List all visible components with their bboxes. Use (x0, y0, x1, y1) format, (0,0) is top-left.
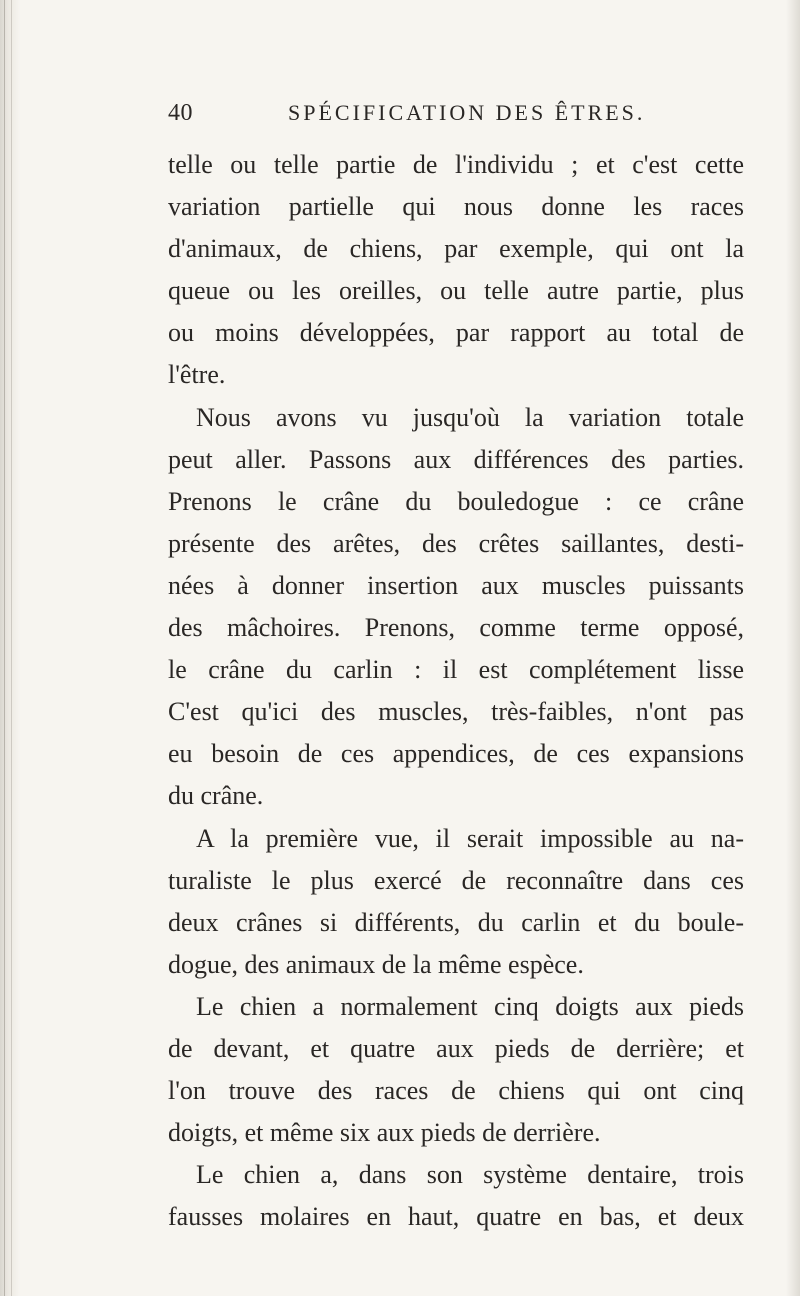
text-line: doigts, et même six aux pieds de derrière. (168, 1118, 601, 1148)
page-header (168, 100, 688, 134)
text-line: présente des arêtes, des crêtes saillantes, desti- (168, 528, 744, 558)
text-line: turaliste le plus exercé de reconnaître dans ces (168, 865, 744, 895)
text-line: de devant, et quatre aux pieds de derrière; et (168, 1033, 744, 1063)
text-line: variation partielle qui nous donne les races (168, 192, 744, 222)
text-line: deux crânes si différents, du carlin et du boule- (168, 907, 744, 937)
text-line: du crâne. (168, 781, 264, 811)
text-line: eu besoin de ces appendices, de ces expansions (168, 739, 744, 769)
text-line: des mâchoires. Prenons, comme terme opposé, (168, 613, 744, 643)
text-line: fausses molaires en haut, quatre en bas, et deux (168, 1202, 744, 1232)
text-line: peut aller. Passons aux différences des parties. (168, 444, 744, 474)
text-line: dogue, des animaux de la même espèce. (168, 949, 584, 979)
text-line: Le chien a, dans son système dentaire, trois (196, 1160, 744, 1190)
text-line: telle ou telle partie de l'individu ; et c'est cette (168, 150, 744, 179)
text-line: l'on trouve des races de chiens qui ont cinq (168, 1076, 744, 1106)
text-line: Prenons le crâne du bouledogue : ce crâne (168, 486, 744, 516)
text-line: C'est qu'ici des muscles, très-faibles, n'ont pas (168, 697, 744, 727)
text-line: d'animaux, de chiens, par exemple, qui ont la (168, 234, 744, 264)
text-line: Nous avons vu jusqu'où la variation totale (196, 402, 744, 432)
text-line: nées à donner insertion aux muscles puissants (168, 570, 744, 600)
text-line: ou moins développées, par rapport au total de (168, 318, 744, 348)
running-head: SPÉCIFICATION DES ÊTRES. (288, 100, 646, 125)
text-line: A la première vue, il serait impossible au na- (196, 823, 744, 853)
page-edge-line (11, 0, 12, 1296)
text-line: queue ou les oreilles, ou telle autre partie, plus (168, 276, 744, 306)
body-text (168, 144, 744, 1238)
page-number: 40 (168, 100, 193, 126)
text-line: Le chien a normalement cinq doigts aux pieds (196, 991, 744, 1021)
page-edge-left (0, 0, 20, 1296)
page-edge-line (4, 0, 5, 1296)
text-line: l'être. (168, 360, 226, 390)
page-edge-right (786, 0, 800, 1296)
text-line: le crâne du carlin : il est complétement lisse (168, 655, 744, 685)
